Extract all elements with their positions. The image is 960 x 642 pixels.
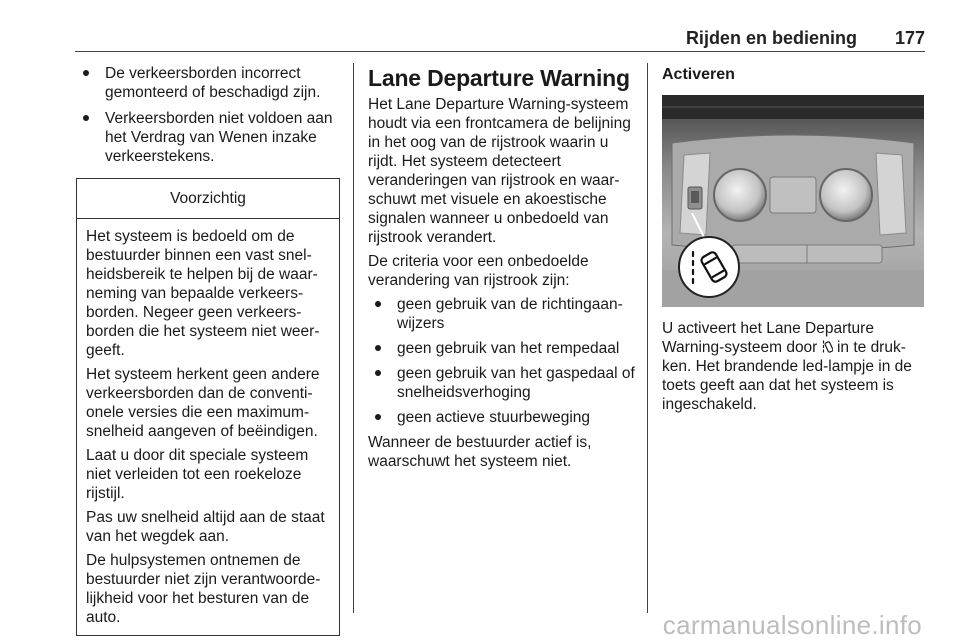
caution-paragraph: Pas uw snelheid altijd aan de staat van het wegdek aan. — [86, 509, 325, 545]
list-item: Verkeersborden niet voldoen aan het Verdrag van Wenen inzake verkeerstekens. — [76, 109, 340, 166]
bullet-list — [76, 64, 340, 166]
header-rule — [75, 51, 925, 52]
caution-paragraph: De hulpsystemen ontnemen de bestuurder niet zijn verantwoordelijkheid voor het besturen van de auto. — [86, 552, 321, 626]
caution-paragraph: Laat u door dit speciale systeem niet verleiden tot een roekeloze rijstijl. — [86, 447, 309, 502]
column-3 — [662, 64, 926, 419]
watermark: carmanualsonline.info — [662, 610, 922, 640]
intro-paragraph: Het Lane Departure Warning-systeem houdt via een frontcamera de belijning in het oog van de rijstrook waarin u rijdt. Het systeem detecteert veranderingen van rijstrook en waarschuwt met visuele en akoestische signalen wanneer u onbedoeld van rijstrook verandert. — [368, 96, 631, 246]
chapter-title: Rijden en bediening — [685, 28, 857, 48]
list-item: geen gebruik van het gaspedaal of snelheidsverhoging — [368, 364, 636, 402]
column-2 — [368, 64, 636, 476]
column-1 — [76, 64, 340, 636]
dashboard-button-photo — [662, 95, 924, 307]
subsection-heading: Activeren — [662, 66, 735, 83]
column-divider-2 — [647, 63, 648, 613]
column-divider-1 — [353, 63, 354, 613]
page-number: 177 — [894, 28, 925, 48]
caution-body — [77, 219, 339, 635]
list-item: geen gebruik van de richtingaanwijzers — [368, 295, 636, 333]
criteria-list — [368, 295, 636, 427]
section-heading: Lane Departure Warning — [368, 65, 630, 91]
caution-box — [76, 178, 340, 636]
activation-paragraph: U activeert het Lane Departure Warning-systeem door in te drukken. Het brandende led-lampje in de toets geeft aan dat het systeem is ingeschakeld. — [662, 320, 912, 413]
list-item: geen actieve stuurbeweging — [368, 408, 636, 427]
criteria-intro: De criteria voor een onbedoelde verandering van rijstrook zijn: — [368, 253, 589, 289]
caution-paragraph: Het systeem herkent geen andere verkeersborden dan de conventionele versies die een maximumsnelheid aangeven of beëindigen. — [86, 366, 320, 440]
caution-title: Voorzichtig — [77, 179, 339, 219]
page-header — [75, 28, 925, 52]
lane-departure-warning-icon — [822, 340, 833, 354]
list-item: geen gebruik van het rempedaal — [368, 339, 636, 358]
list-item: De verkeersborden incorrect gemonteerd of beschadigd zijn. — [76, 64, 340, 102]
closing-paragraph: Wanneer de bestuurder actief is, waarschuwt het systeem niet. — [368, 434, 592, 470]
caution-paragraph: Het systeem is bedoeld om de bestuurder binnen een vast snelheidsbereik te helpen bij de waarneming van bepaalde verkeersborden. Negeer geen verkeersborden die het systeem niet weergeeft. — [86, 228, 320, 359]
